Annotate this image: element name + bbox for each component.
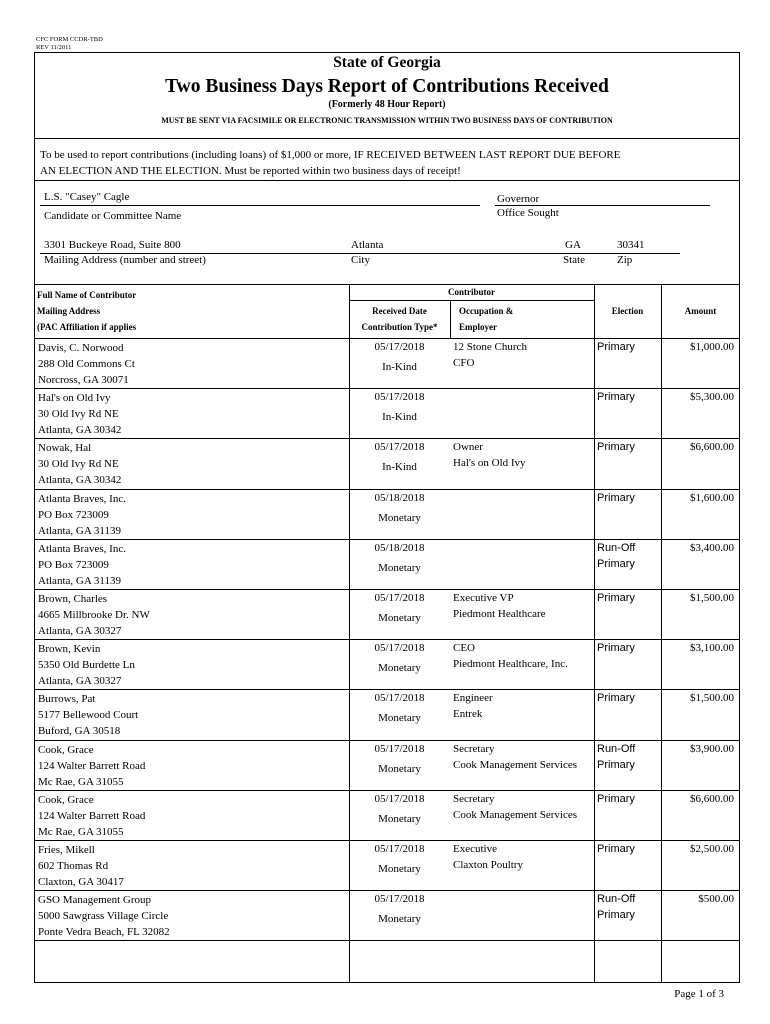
office-sought-label: Office Sought (497, 207, 559, 219)
contributor-address: PO Box 723009 (38, 558, 109, 571)
contributor-city-state-zip: Buford, GA 30518 (38, 725, 121, 738)
employer: Piedmont Healthcare, Inc. (453, 658, 568, 671)
form-revision: REV 11/2011 (36, 44, 72, 51)
contributor-name: Atlanta Braves, Inc. (38, 492, 126, 505)
contribution-type: In-Kind (382, 461, 417, 474)
election: Primary (597, 792, 635, 805)
amount: $2,500.00 (690, 843, 734, 855)
contributor-city-state-zip: Atlanta, GA 30327 (38, 675, 122, 688)
header-amount: Amount (684, 306, 717, 316)
contributor-name: Cook, Grace (38, 793, 94, 806)
header-mailing-address: Mailing Address (37, 306, 101, 316)
state-heading: State of Georgia (333, 54, 441, 71)
contributor-address: 30 Old Ivy Rd NE (38, 408, 119, 421)
contributor-name: GSO Management Group (38, 894, 152, 907)
contribution-type: Monetary (378, 561, 421, 574)
contributor-city-state-zip: Norcross, GA 30071 (38, 374, 129, 386)
contributor-address: 288 Old Commons Ct (38, 358, 135, 370)
occupation: Executive (453, 843, 497, 855)
received-date: 05/18/2018 (374, 541, 425, 554)
occupation: Secretary (453, 742, 495, 755)
city: Atlanta (351, 239, 384, 251)
divider (34, 284, 740, 285)
page-number: Page 1 of 3 (674, 988, 724, 1000)
contributor-name: Davis, C. Norwood (38, 342, 124, 354)
contributor-address: 124 Walter Barrett Road (38, 759, 146, 772)
contributor-address: 5177 Bellewood Court (38, 709, 139, 722)
amount: $1,000.00 (690, 341, 734, 353)
notice-line-1: To be used to report contributions (including loans) of $1,000 or more, IF RECEIVED BETWEEN LAST REPORT DUE BEFORE (40, 149, 621, 161)
contributor-sub-divider (349, 300, 594, 301)
amount: $1,500.00 (690, 592, 734, 604)
election: Primary (597, 642, 635, 655)
received-date: 05/17/2018 (374, 843, 425, 855)
contributor-city-state-zip: Atlanta, GA 31139 (38, 524, 121, 537)
contributor-address: 30 Old Ivy Rd NE (38, 458, 119, 471)
received-date: 05/17/2018 (374, 391, 425, 404)
election: Run-Off (597, 893, 636, 906)
state: GA (565, 239, 581, 251)
occupation: 12 Stone Church (453, 341, 527, 353)
amount: $500.00 (698, 893, 734, 906)
contribution-type: Monetary (378, 712, 421, 725)
header-received-date: Received Date (372, 306, 427, 316)
election: Primary (597, 592, 635, 604)
employer: CFO (453, 357, 475, 369)
contributor-city-state-zip: Mc Rae, GA 31055 (38, 775, 124, 788)
contribution-type: Monetary (378, 662, 421, 675)
candidate-name-label: Candidate or Committee Name (44, 210, 182, 222)
form-number (36, 36, 103, 52)
office-underline (495, 205, 710, 206)
zip: 30341 (617, 239, 645, 251)
contribution-type: Monetary (378, 762, 421, 775)
contributor-name: Fries, Mikell (38, 844, 95, 856)
employer: Cook Management Services (453, 808, 578, 821)
contribution-type: In-Kind (382, 411, 417, 424)
employer: Cook Management Services (453, 758, 578, 771)
received-date: 05/17/2018 (374, 441, 425, 454)
col-divider (450, 300, 451, 338)
contributor-city-state-zip: Atlanta, GA 30342 (38, 424, 122, 437)
amount: $3,900.00 (690, 742, 734, 755)
contributor-address: 602 Thomas Rd (38, 860, 109, 872)
contribution-type: Monetary (378, 511, 421, 524)
received-date: 05/17/2018 (374, 792, 425, 805)
received-date: 05/17/2018 (374, 592, 425, 604)
occupation: Engineer (453, 692, 493, 705)
candidate-name: L.S. "Casey" Cagle (44, 191, 130, 203)
employer: Hal's on Old Ivy (453, 457, 526, 470)
election: Primary (597, 341, 635, 353)
header-pac: (PAC Affiliation if applies (37, 322, 137, 332)
contributor-address: 4665 Millbrooke Dr. NW (38, 609, 150, 621)
header-occupation: Occupation & (459, 306, 514, 316)
zip-label: Zip (617, 254, 633, 266)
election: Primary (597, 692, 635, 705)
election-secondary: Primary (597, 557, 635, 570)
contributor-address: 5000 Sawgrass Village Circle (38, 910, 169, 923)
employer: Piedmont Healthcare (453, 608, 546, 620)
received-date: 05/17/2018 (374, 742, 425, 755)
occupation: Executive VP (453, 592, 514, 604)
notice-line-2: AN ELECTION AND THE ELECTION. Must be reported within two business days of receipt! (40, 165, 461, 177)
city-label: City (351, 254, 370, 266)
contribution-type: In-Kind (382, 361, 417, 373)
amount: $3,100.00 (690, 642, 734, 655)
election: Primary (597, 391, 635, 404)
contributor-address: PO Box 723009 (38, 508, 109, 521)
contributor-city-state-zip: Mc Rae, GA 31055 (38, 825, 124, 838)
divider (34, 180, 740, 181)
election-secondary: Primary (597, 909, 635, 922)
contributor-name: Brown, Kevin (38, 643, 101, 656)
contributor-name: Hal's on Old Ivy (38, 392, 111, 405)
contributor-name: Burrows, Pat (38, 693, 96, 706)
occupation: Secretary (453, 792, 495, 805)
header-election: Election (611, 306, 644, 316)
mailing-address-label: Mailing Address (number and street) (44, 254, 206, 266)
election: Run-Off (597, 742, 636, 755)
employer: Claxton Poultry (453, 859, 523, 871)
row-divider (34, 940, 740, 941)
received-date: 05/17/2018 (374, 692, 425, 705)
contribution-type: Monetary (378, 612, 421, 624)
contribution-type: Monetary (378, 863, 421, 875)
contributor-address: 124 Walter Barrett Road (38, 809, 146, 822)
amount: $1,600.00 (690, 491, 734, 504)
received-date: 05/18/2018 (374, 491, 425, 504)
contributor-name: Cook, Grace (38, 743, 94, 756)
amount: $6,600.00 (690, 441, 734, 454)
office-sought: Governor (497, 193, 540, 205)
contribution-type: Monetary (378, 913, 421, 926)
contributor-city-state-zip: Atlanta, GA 30342 (38, 474, 122, 487)
state-label: State (563, 254, 585, 266)
received-date: 05/17/2018 (374, 893, 425, 906)
threshold-notice (40, 147, 700, 179)
amount: $3,400.00 (690, 541, 734, 554)
election-secondary: Primary (597, 758, 635, 771)
received-date: 05/17/2018 (374, 642, 425, 655)
election: Primary (597, 491, 635, 504)
name-underline (40, 205, 480, 206)
page-title: Two Business Days Report of Contributions Received (165, 76, 609, 97)
header-contributor: Contributor (448, 287, 495, 297)
contributor-city-state-zip: Atlanta, GA 31139 (38, 574, 121, 587)
formerly-note: (Formerly 48 Hour Report) (328, 99, 446, 110)
transmission-notice: MUST BE SENT VIA FACSIMILE OR ELECTRONIC TRANSMISSION WITHIN TWO BUSINESS DAYS OF CONTRIBUTION (161, 116, 613, 125)
amount: $1,500.00 (690, 692, 734, 705)
contributor-address: 5350 Old Burdette Ln (38, 659, 135, 672)
election: Primary (597, 441, 635, 454)
contribution-type: Monetary (378, 812, 421, 825)
contributor-city-state-zip: Atlanta, GA 30327 (38, 625, 122, 637)
election: Run-Off (597, 541, 636, 554)
contributor-name: Nowak, Hal (38, 442, 92, 455)
header-employer: Employer (459, 322, 497, 332)
occupation: CEO (453, 642, 475, 655)
contributor-name: Atlanta Braves, Inc. (38, 542, 126, 555)
amount: $6,600.00 (690, 792, 734, 805)
received-date: 05/17/2018 (374, 341, 425, 353)
form-code: CFC FORM CCDR-TBD (36, 36, 103, 43)
contributor-city-state-zip: Claxton, GA 30417 (38, 876, 124, 888)
employer: Entrek (453, 708, 483, 721)
amount: $5,300.00 (690, 391, 734, 404)
header-full-name: Full Name of Contributor (37, 290, 137, 300)
header-contribution-type: Contribution Type* (361, 322, 438, 332)
election: Primary (597, 843, 635, 855)
mailing-address: 3301 Buckeye Road, Suite 800 (44, 239, 181, 251)
contributor-name: Brown, Charles (38, 593, 108, 605)
contributor-city-state-zip: Ponte Vedra Beach, FL 32082 (38, 926, 170, 939)
occupation: Owner (453, 441, 483, 454)
divider (34, 138, 740, 139)
